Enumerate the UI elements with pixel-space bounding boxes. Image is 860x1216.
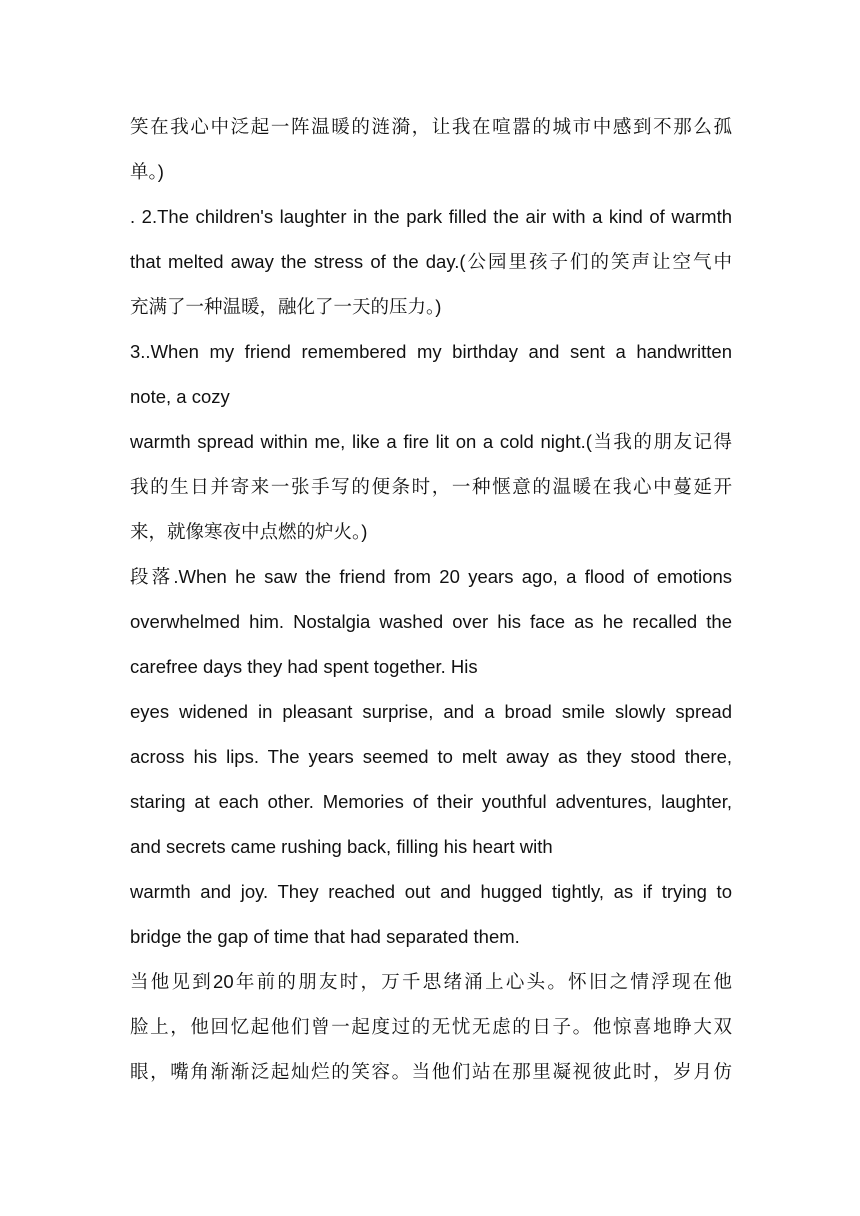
text-line: 当他见到20年前的朋友时，万千思绪涌上心头。怀旧之情浮现在他 [130, 971, 732, 992]
text-line: that melted away the stress of the day.(公园里孩子们的笑声让空气中 [130, 251, 732, 272]
document-body [130, 104, 732, 1094]
text-line: bridge the gap of time that had separated them. [130, 926, 520, 947]
text-line: 单。) [130, 161, 164, 182]
text-line: eyes widened in pleasant surprise, and a broad smile slowly spread [130, 701, 732, 722]
text-line: 笑在我心中泛起一阵温暖的涟漪，让我在喧嚣的城市中感到不那么孤 [130, 116, 732, 137]
text-line: 来，就像寒夜中点燃的炉火。) [130, 521, 368, 542]
text-line: warmth and joy. They reached out and hugged tightly, as if trying to [130, 881, 732, 902]
text-line: 眼，嘴角渐渐泛起灿烂的笑容。当他们站在那里凝视彼此时，岁月仿 [130, 1061, 732, 1082]
text-line: 段落.When he saw the friend from 20 years ago, a flood of emotions [130, 566, 732, 587]
text-line: 脸上，他回忆起他们曾一起度过的无忧无虑的日子。他惊喜地睁大双 [130, 1016, 732, 1037]
text-line: carefree days they had spent together. His [130, 656, 478, 677]
text-line: note, a cozy [130, 386, 230, 407]
text-line: staring at each other. Memories of their youthful adventures, laughter, [130, 791, 732, 812]
text-line: warmth spread within me, like a fire lit on a cold night.(当我的朋友记得 [130, 431, 732, 452]
text-line: and secrets came rushing back, filling his heart with [130, 836, 553, 857]
text-line: across his lips. The years seemed to melt away as they stood there, [130, 746, 732, 767]
text-line: . 2.The children's laughter in the park filled the air with a kind of warmth [130, 206, 732, 227]
text-line: 我的生日并寄来一张手写的便条时，一种惬意的温暖在我心中蔓延开 [130, 476, 732, 497]
text-line: overwhelmed him. Nostalgia washed over his face as he recalled the [130, 611, 732, 632]
text-line: 充满了一种温暖，融化了一天的压力。) [130, 296, 442, 317]
text-line: 3..When my friend remembered my birthday and sent a handwritten [130, 341, 732, 362]
